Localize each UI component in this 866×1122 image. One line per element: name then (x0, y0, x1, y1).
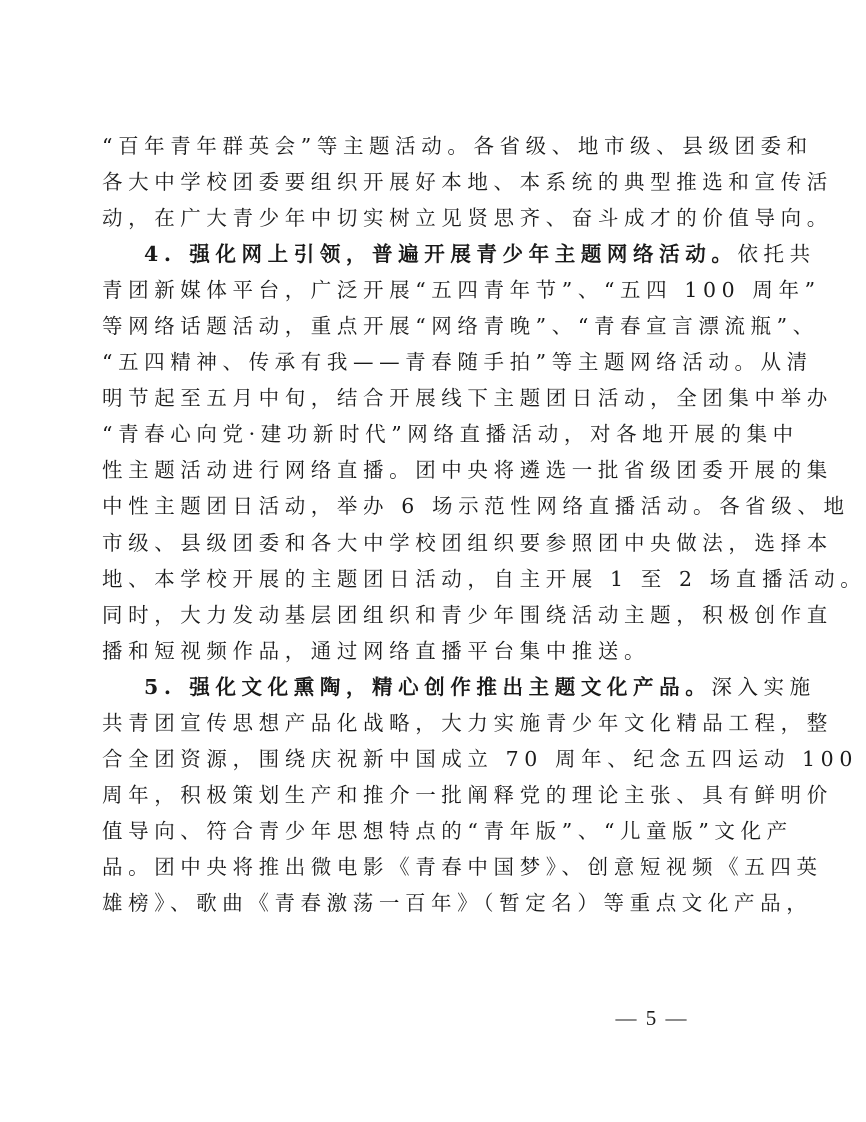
text-line: 动，在广大青少年中切实树立见贤思齐、奋斗成才的价值导向。 (102, 206, 833, 231)
text-line: 明节起至五月中旬，结合开展线下主题团日活动，全团集中举办 (102, 386, 833, 411)
text-line: 等网络话题活动，重点开展“网络青晚”、“青春宣言漂流瓶”、 (102, 314, 819, 339)
text-line: 同时，大力发动基层团组织和青少年围绕活动主题，积极创作直 (102, 602, 833, 627)
text-line: 周年，积极策划生产和推介一批阐释党的理论主张、具有鲜明价 (102, 782, 833, 807)
text-line: 共青团宣传思想产品化战略，大力实施青少年文化精品工程，整 (102, 710, 833, 735)
text-line: 各大中学校团委要组织开展好本地、本系统的典型推选和宣传活 (102, 170, 833, 195)
section-5-heading: 5. 强化文化熏陶，精心创作推出主题文化产品。 (144, 674, 712, 699)
text-span: 依托共 (737, 242, 816, 267)
text-line: 性主题活动进行网络直播。团中央将遴选一批省级团委开展的集 (102, 458, 833, 483)
text-line: 地、本学校开展的主题团日活动，自主开展 1 至 2 场直播活动。 (102, 566, 866, 591)
page-number: — 5 — (615, 1006, 689, 1030)
text-line: 雄榜》、歌曲《青春激荡一百年》（暂定名）等重点文化产品， (102, 890, 813, 915)
body-text (102, 128, 866, 921)
section-4-first-line (102, 236, 816, 272)
text-line: 青团新媒体平台，广泛开展“五四青年节”、“五四 100 周年” (102, 278, 821, 303)
section-4-heading: 4. 强化网上引领，普遍开展青少年主题网络活动。 (144, 242, 738, 267)
text-line: 值导向、符合青少年思想特点的“青年版”、“儿童版”文化产 (102, 818, 793, 843)
text-line: 品。团中央将推出微电影《青春中国梦》、创意短视频《五四英 (102, 854, 823, 879)
text-line: “五四精神、传承有我——青春随手拍”等主题网络活动。从清 (102, 350, 813, 375)
section-5-first-line (102, 669, 816, 705)
text-line: “百年青年群英会”等主题活动。各省级、地市级、县级团委和 (102, 134, 813, 158)
text-line: 合全团资源，围绕庆祝新中国成立 70 周年、纪念五四运动 100 (102, 746, 858, 771)
text-line: 中性主题团日活动，举办 6 场示范性网络直播活动。各省级、地 (102, 494, 850, 519)
text-line: “青春心向党·建功新时代”网络直播活动，对各地开展的集中 (102, 422, 799, 447)
text-line: 市级、县级团委和各大中学校团组织要参照团中央做法，选择本 (102, 530, 833, 555)
text-span: 深入实施 (711, 674, 816, 699)
text-line: 播和短视频作品，通过网络直播平台集中推送。 (102, 638, 651, 663)
